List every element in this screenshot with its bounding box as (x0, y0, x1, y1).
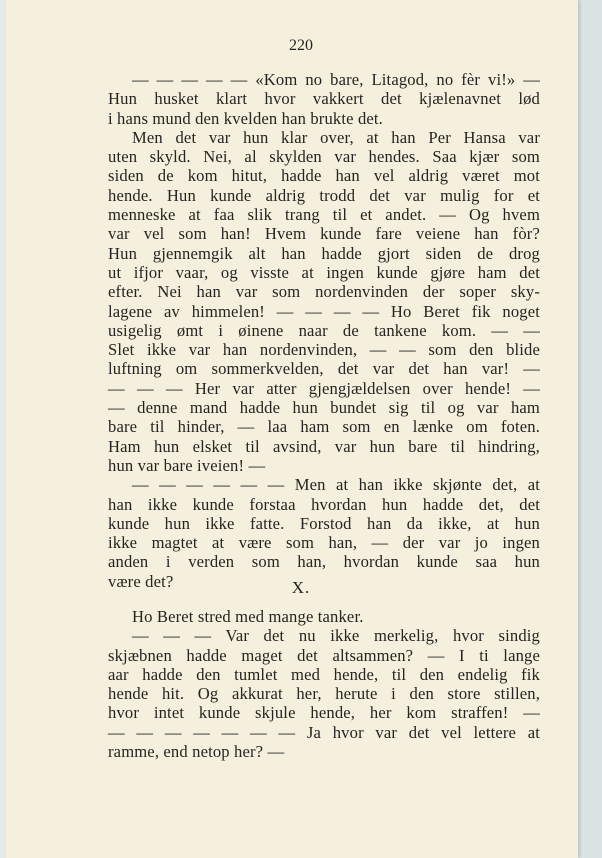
text-line: aar hadde den tumlet med hende, til den endelig fik (108, 664, 540, 684)
text-line: lagene av himmelen! — — — — Ho Beret fik noget (108, 301, 540, 321)
text-line: — — — — — «Kom no bare, Litagod, no fèr vi!» — (132, 70, 540, 89)
text-line: han ikke kunde forstaa hvordan hun hadde det, det (108, 494, 540, 514)
page-number: 220 (289, 37, 313, 54)
text-line: anden i verden som han, hvordan kunde saa hun (108, 552, 540, 572)
text-line: ramme, end netop her? — (108, 742, 285, 762)
text-line: — — — — — — Men at han ikke skjønte det, at (132, 475, 540, 495)
text-line: menneske at faa slik trang til et andet. — Og hvem (108, 205, 540, 225)
text-line: i hans mund den kvelden han brukte det. (108, 108, 383, 128)
text-line: — — — Her var atter gjengjældelsen over hende! — (108, 378, 540, 398)
text-line: Men det var hun klar over, at han Per Hansa var (132, 127, 540, 147)
text-line: hvor intet kunde skjule hende, her kom straffen! — (108, 703, 540, 723)
text-line: hende. Hun kunde aldrig trodd det var mulig for et (108, 185, 540, 205)
body-text-section-1 (108, 70, 540, 591)
body-text-section-2 (108, 607, 540, 761)
text-line: usigelig ømt i øinene naar de tankene kom. — — (108, 320, 540, 340)
text-line: — — — Var det nu ikke merkelig, hvor sindig (132, 626, 540, 646)
text-line: — — — — — — — Ja hvor var det vel lettere at (108, 722, 540, 742)
text-line: Ho Beret stred med mange tanker. (132, 607, 364, 626)
text-line: var vel som han! Hvem kunde fare veiene han fòr? (108, 224, 540, 244)
text-line: være det? (108, 571, 174, 591)
text-line: kunde hun ikke fatte. Forstod han da ikke, at hun (108, 513, 540, 533)
text-line: Hun husket klart hvor vakkert det kjælenavnet lød (108, 89, 540, 109)
chapter-heading: X. (291, 578, 311, 597)
text-line: ikke magtet at være som han, — der var jo ingen (108, 533, 540, 553)
text-line: — denne mand hadde hun bundet sig til og var ham (108, 398, 540, 418)
text-line: efter. Nei han var som nordenvinden der soper sky- (108, 282, 540, 302)
text-line: siden de kom hitut, hadde han vel aldrig været mot (108, 166, 540, 186)
text-line: Slet ikke var han nordenvinden, — — som den blide (108, 340, 540, 360)
text-line: luftning om sommerkvelden, det var det han var! — (108, 359, 540, 379)
text-line: hun var bare iveien! — (108, 455, 266, 475)
text-line: hende hit. Og akkurat her, herute i den store stillen, (108, 684, 540, 704)
text-line: ut ifjor vaar, og visste at ingen kunde gjøre ham det (108, 262, 540, 282)
text-line: uten skyld. Nei, al skylden var hendes. Saa kjær som (108, 147, 540, 167)
text-line: Hun gjennemgik alt han hadde gjort siden de drog (108, 243, 540, 263)
text-line: skjæbnen hadde maget det altsammen? — I ti lange (108, 645, 540, 665)
text-line: Ham hun elsket til avsind, var hun bare til hindring, (108, 436, 540, 456)
text-line: bare til hinder, — laa ham som en lænke om foten. (108, 417, 540, 437)
